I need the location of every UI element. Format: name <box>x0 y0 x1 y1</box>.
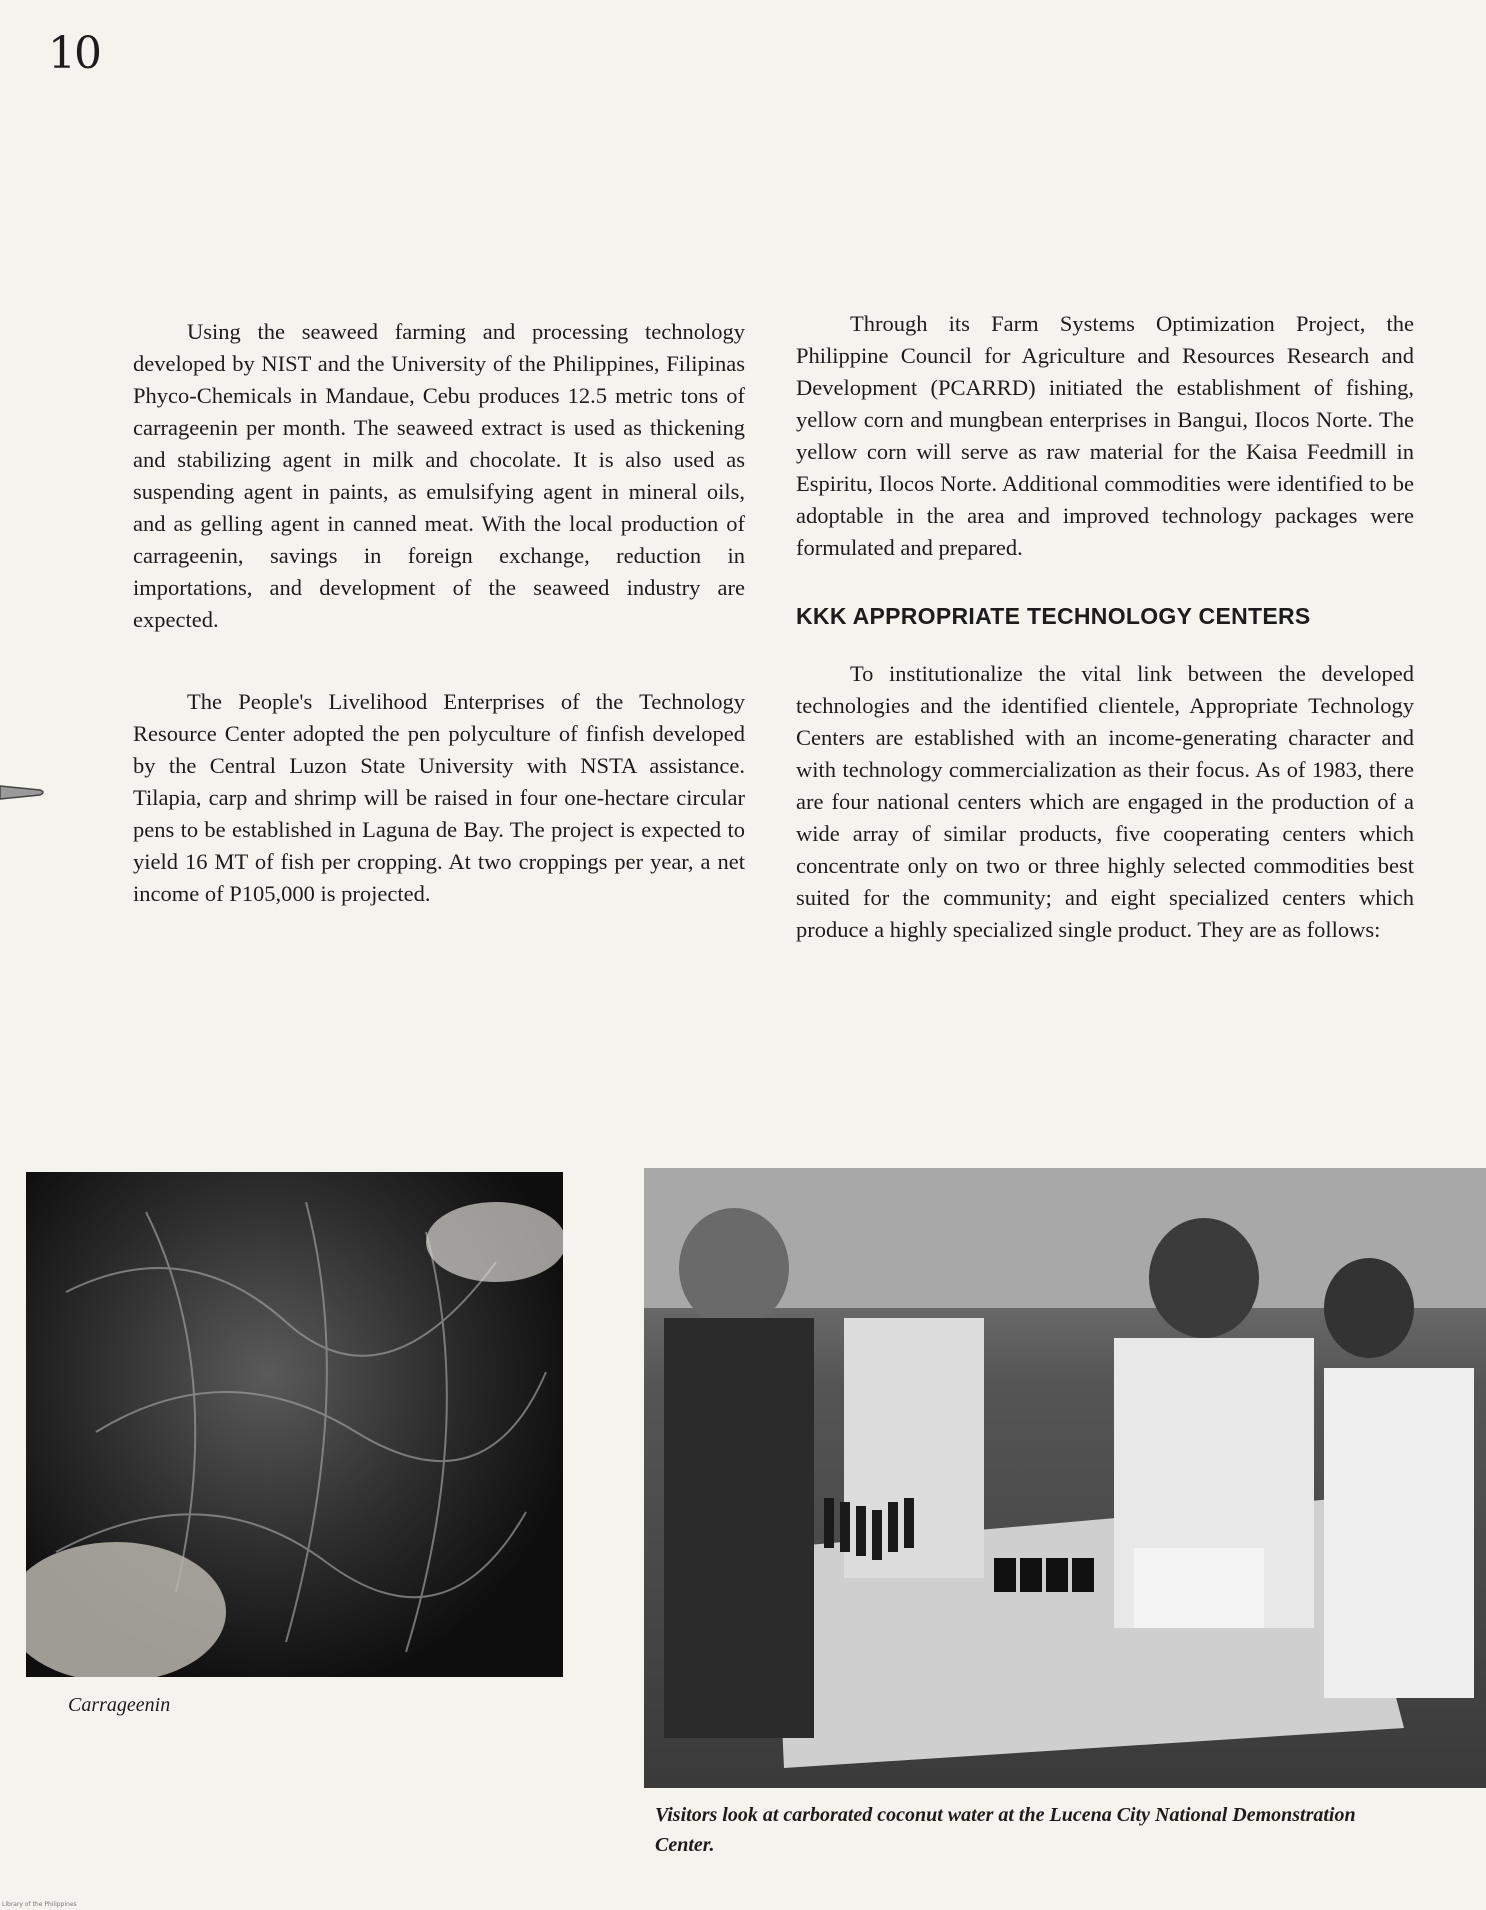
visitors-photo <box>644 1168 1486 1788</box>
left-paragraph-carrageenin: Using the seaweed farming and processing technology developed by NIST and the University of the Philippines, Filipinas Phyco-Chemicals in Mandaue, Cebu produces 12.5 metric tons of carrageenin per month. The seaweed extract is used as thickening and stabilizing agent in milk and chocolate. It is also used as suspending agent in paints, as emulsifying agent in mineral oils, and as gelling agent in canned meat. With the local production of carrageenin, savings in foreign exchange, reduction in importations, and development of the seaweed industry are expected. <box>133 319 745 632</box>
library-credit: Library of the Philippines <box>2 1901 77 1908</box>
left-paragraph-polyculture: The People's Livelihood Enterprises of the Technology Resource Center adopted the pen polyculture of finfish developed by the Central Luzon State University with NSTA assistance. Tilapia, carp and shrimp will be raised in four one-hectare circular pens to be established in Laguna de Bay. The project is expected to yield 16 MT of fish per cropping. At two croppings per year, a net income of P105,000 is projected. <box>133 689 745 906</box>
right-column <box>796 308 1414 946</box>
right-paragraph-centers: To institutionalize the vital link between the developed technologies and the identified clientele, Appropriate Technology Centers are established with an income-generating character and with technology commercialization as their focus. As of 1983, there are four national centers which are engaged in the production of a wide array of similar products, five cooperating centers which concentrate only on two or three highly selected commodities best suited for the community; and eight specialized centers which produce a highly specialized single product. They are as follows: <box>796 661 1414 942</box>
left-column <box>133 316 745 910</box>
visitors-image-icon <box>644 1168 1486 1788</box>
right-paragraph-pcarrd: Through its Farm Systems Optimization Project, the Philippine Council for Agriculture and Resources Research and Development (PCARRD) initiated the establishment of fishing, yellow corn and mungbean enterprises in Bangui, Ilocos Norte. The yellow corn will serve as raw material for the Kaisa Feedmill in Espiritu, Ilocos Norte. Additional commodities were identified to be adoptable in the area and improved technology packages were formulated and prepared. <box>796 311 1414 560</box>
section-heading: KKK APPROPRIATE TECHNOLOGY CENTERS <box>796 603 1311 629</box>
seaweed-image-icon <box>26 1172 563 1677</box>
binder-clip-icon <box>0 778 46 806</box>
left-photo-caption: Carrageenin <box>68 1694 171 1716</box>
page-number: 10 <box>48 28 100 79</box>
right-photo-caption: Visitors look at carborated coconut water at the Lucena City National Demonstration Center. <box>655 1804 1356 1856</box>
carrageenin-photo <box>26 1172 563 1677</box>
